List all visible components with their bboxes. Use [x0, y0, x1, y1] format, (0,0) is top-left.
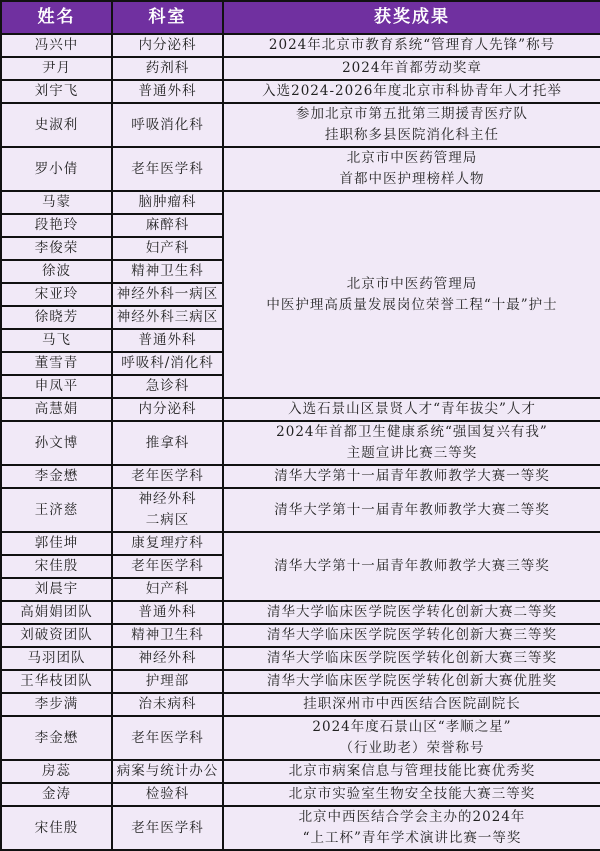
- table-row: [1, 532, 600, 555]
- name-cell: 孙文博: [1, 421, 112, 465]
- department-cell: 老年医学科: [112, 147, 223, 191]
- award-cell: 清华大学临床医学院医学转化创新大赛二等奖: [223, 601, 600, 624]
- name-cell: 刘破资团队: [1, 624, 112, 647]
- table-row: [1, 398, 600, 421]
- table-row: [1, 760, 600, 783]
- department-cell: 药剂科: [112, 57, 223, 80]
- award-cell: 清华大学临床医学院医学转化创新大赛优胜奖: [223, 670, 600, 693]
- table-row: [1, 693, 600, 716]
- table-row: [1, 191, 600, 214]
- department-cell: 神经外科三病区: [112, 306, 223, 329]
- department-cell: 老年医学科: [112, 806, 223, 850]
- header-name: 姓名: [1, 1, 112, 34]
- table-row: [1, 670, 600, 693]
- name-cell: 申凤平: [1, 375, 112, 398]
- award-cell: 入选2024-2026年度北京市科协青年人才托举: [223, 80, 600, 103]
- header-award: 获奖成果: [223, 1, 600, 34]
- name-cell: 李金懋: [1, 716, 112, 760]
- table-row: [1, 806, 600, 850]
- header-row: [1, 1, 600, 34]
- department-cell: 护理部: [112, 670, 223, 693]
- department-cell: 呼吸科/消化科: [112, 352, 223, 375]
- name-cell: 房蕊: [1, 760, 112, 783]
- table-row: [1, 80, 600, 103]
- name-cell: 宋亚玲: [1, 283, 112, 306]
- award-cell: 清华大学第十一届青年教师教学大赛三等奖: [223, 532, 600, 601]
- department-cell: 妇产科: [112, 237, 223, 260]
- department-cell: 推拿科: [112, 421, 223, 465]
- department-cell: 普通外科: [112, 80, 223, 103]
- name-cell: 徐波: [1, 260, 112, 283]
- department-cell: 神经外科: [112, 647, 223, 670]
- name-cell: 史淑利: [1, 103, 112, 147]
- award-cell: 挂职深州市中西医结合医院副院长: [223, 693, 600, 716]
- name-cell: 徐晓芳: [1, 306, 112, 329]
- department-cell: 麻醉科: [112, 214, 223, 237]
- department-cell: 康复理疗科: [112, 532, 223, 555]
- name-cell: 马羽团队: [1, 647, 112, 670]
- name-cell: 宋佳殷: [1, 806, 112, 850]
- table-row: [1, 783, 600, 806]
- department-cell: 病案与统计办公: [112, 760, 223, 783]
- department-cell: 普通外科: [112, 601, 223, 624]
- table-row: [1, 57, 600, 80]
- table-row: [1, 624, 600, 647]
- department-cell: 治未病科: [112, 693, 223, 716]
- name-cell: 金涛: [1, 783, 112, 806]
- name-cell: 王华枝团队: [1, 670, 112, 693]
- department-cell: 精神卫生科: [112, 260, 223, 283]
- table-row: [1, 34, 600, 57]
- award-cell: 北京市病案信息与管理技能比赛优秀奖: [223, 760, 600, 783]
- department-cell: 急诊科: [112, 375, 223, 398]
- department-cell: 妇产科: [112, 578, 223, 601]
- table-row: [1, 465, 600, 488]
- award-cell: 北京市中医药管理局 中医护理高质量发展岗位荣誉工程“十最”护士: [223, 191, 600, 398]
- table-row: [1, 147, 600, 191]
- name-cell: 罗小倩: [1, 147, 112, 191]
- name-cell: 郭佳坤: [1, 532, 112, 555]
- award-cell: 入选石景山区景贤人才“青年拔尖”人才: [223, 398, 600, 421]
- table-body: [1, 34, 600, 850]
- department-cell: 精神卫生科: [112, 624, 223, 647]
- department-cell: 内分泌科: [112, 398, 223, 421]
- award-cell: 清华大学临床医学院医学转化创新大赛三等奖: [223, 647, 600, 670]
- name-cell: 段艳玲: [1, 214, 112, 237]
- department-cell: 老年医学科: [112, 465, 223, 488]
- name-cell: 高慧娟: [1, 398, 112, 421]
- table-row: [1, 647, 600, 670]
- department-cell: 老年医学科: [112, 716, 223, 760]
- department-cell: 内分泌科: [112, 34, 223, 57]
- name-cell: 尹月: [1, 57, 112, 80]
- table-row: [1, 421, 600, 465]
- name-cell: 刘宇飞: [1, 80, 112, 103]
- name-cell: 马蒙: [1, 191, 112, 214]
- award-cell: 2024年首都劳动奖章: [223, 57, 600, 80]
- name-cell: 董雪青: [1, 352, 112, 375]
- department-cell: 老年医学科: [112, 555, 223, 578]
- award-cell: 北京市实验室生物安全技能大赛三等奖: [223, 783, 600, 806]
- name-cell: 刘晨宇: [1, 578, 112, 601]
- header-department: 科室: [112, 1, 223, 34]
- name-cell: 高娟娟团队: [1, 601, 112, 624]
- department-cell: 脑肿瘤科: [112, 191, 223, 214]
- award-cell: 2024年度石景山区“孝顺之星” （行业助老）荣誉称号: [223, 716, 600, 760]
- award-cell: 参加北京市第五批第三期援青医疗队 挂职称多县医院消化科主任: [223, 103, 600, 147]
- award-cell: 清华大学临床医学院医学转化创新大赛三等奖: [223, 624, 600, 647]
- table-row: [1, 716, 600, 760]
- award-cell: 2024年北京市教育系统“管理育人先锋”称号: [223, 34, 600, 57]
- department-cell: 神经外科 二病区: [112, 488, 223, 532]
- name-cell: 宋佳殷: [1, 555, 112, 578]
- table-row: [1, 488, 600, 532]
- name-cell: 李金懋: [1, 465, 112, 488]
- name-cell: 冯兴中: [1, 34, 112, 57]
- award-cell: 北京市中医药管理局 首都中医护理榜样人物: [223, 147, 600, 191]
- name-cell: 马飞: [1, 329, 112, 352]
- name-cell: 李俊荣: [1, 237, 112, 260]
- award-cell: 清华大学第十一届青年教师教学大赛二等奖: [223, 488, 600, 532]
- award-cell: 清华大学第十一届青年教师教学大赛一等奖: [223, 465, 600, 488]
- department-cell: 普通外科: [112, 329, 223, 352]
- name-cell: 王济慈: [1, 488, 112, 532]
- table-row: [1, 103, 600, 147]
- table-row: [1, 601, 600, 624]
- department-cell: 检验科: [112, 783, 223, 806]
- award-cell: 北京中西医结合学会主办的2024年 “上工杯”青年学术演讲比赛一等奖: [223, 806, 600, 850]
- department-cell: 神经外科一病区: [112, 283, 223, 306]
- award-cell: 2024年首都卫生健康系统“强国复兴有我” 主题宣讲比赛三等奖: [223, 421, 600, 465]
- name-cell: 李步满: [1, 693, 112, 716]
- department-cell: 呼吸消化科: [112, 103, 223, 147]
